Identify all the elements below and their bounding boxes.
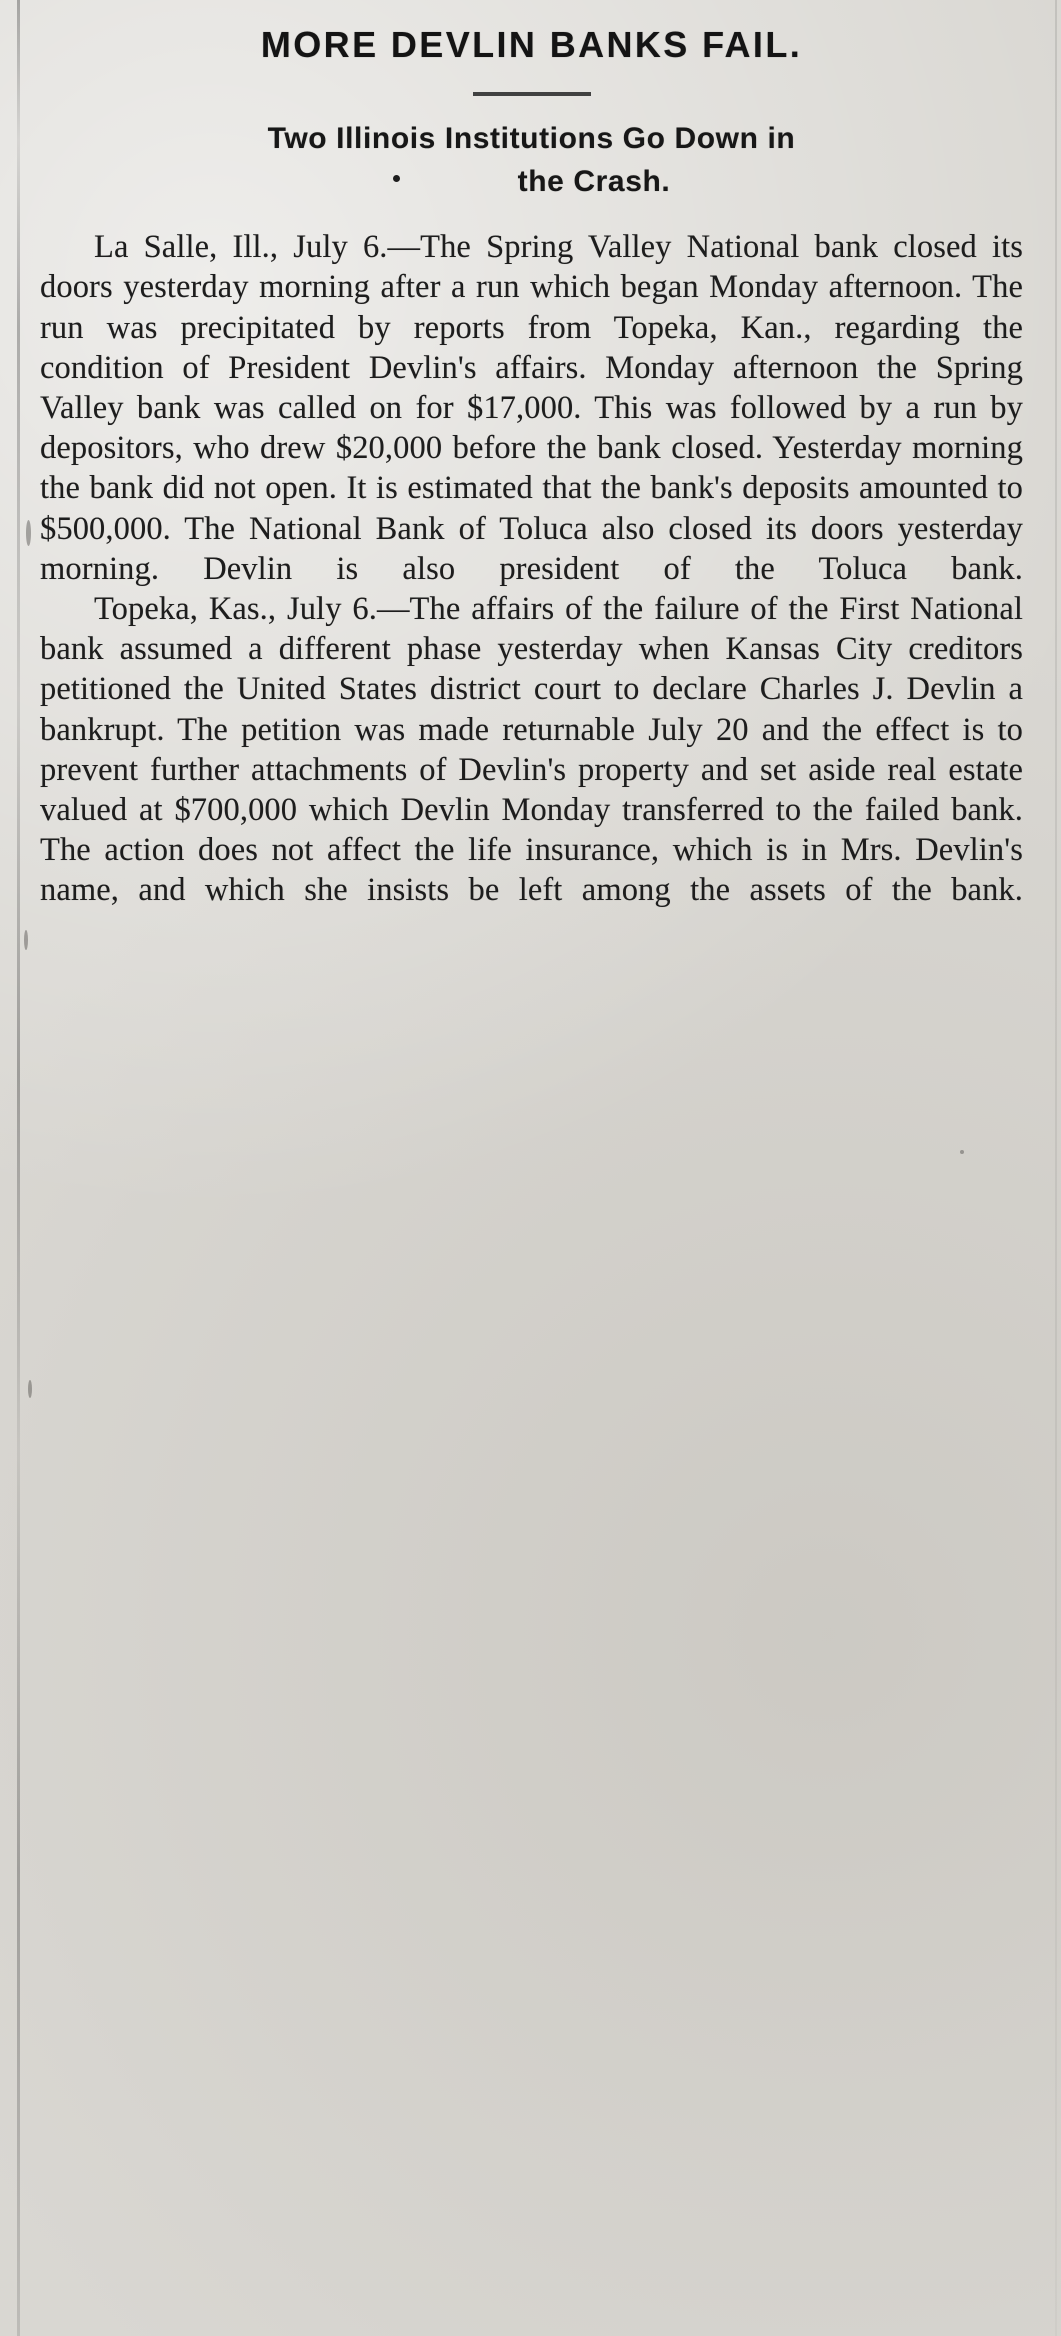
article-paragraph: La Salle, Ill., July 6.—The Spring Valley National bank closed its doors yesterday morning after a run which began Monday afternoon. The run was precipitated by reports from Topeka, Kan., regarding the condition of President Devlin's affairs. Monday afternoon the Spring Valley bank was called on for $17,000. This was followed by a run by depositors, who drew $20,000 before the bank closed. Yesterday morning the bank did not open. It is estimated that the bank's deposits amounted to $500,000. The National Bank of Toluca also closed its doors yesterday morning. Devlin is also president of the Toluca bank. <box>40 229 1023 587</box>
article-paragraph: Topeka, Kas., July 6.—The affairs of the failure of the First National bank assumed a different phase yesterday when Kansas City creditors petitioned the United States district court to declare Charles J. Devlin a bankrupt. The petition was made returnable July 20 and the effect is to prevent further attachments of Devlin's property and set aside real estate valued at $700,000 which Devlin Monday transferred to the failed bank. The action does not affect the life insurance, which is in Mrs. Devlin's name, and which she insists be left among the assets of the bank. <box>40 591 1023 909</box>
headline-divider-rule <box>473 92 591 96</box>
subheadline-line-1: Two Illinois Institutions Go Down in <box>267 122 796 155</box>
ink-speck-icon <box>26 520 31 546</box>
subheadline-line-2-text: the Crash. <box>517 164 671 198</box>
ink-speck-icon <box>24 930 28 950</box>
ink-speck-icon <box>28 1380 32 1398</box>
column-rule-left <box>17 0 20 2336</box>
headline: MORE DEVLIN BANKS FAIL. <box>260 24 803 65</box>
subheadline <box>46 118 1017 203</box>
ink-speck-icon <box>960 1150 964 1154</box>
column-rule-right <box>1055 0 1057 2336</box>
subheadline-line-2 <box>46 161 1017 204</box>
article-body <box>40 227 1023 910</box>
ink-speck-icon <box>393 175 400 182</box>
